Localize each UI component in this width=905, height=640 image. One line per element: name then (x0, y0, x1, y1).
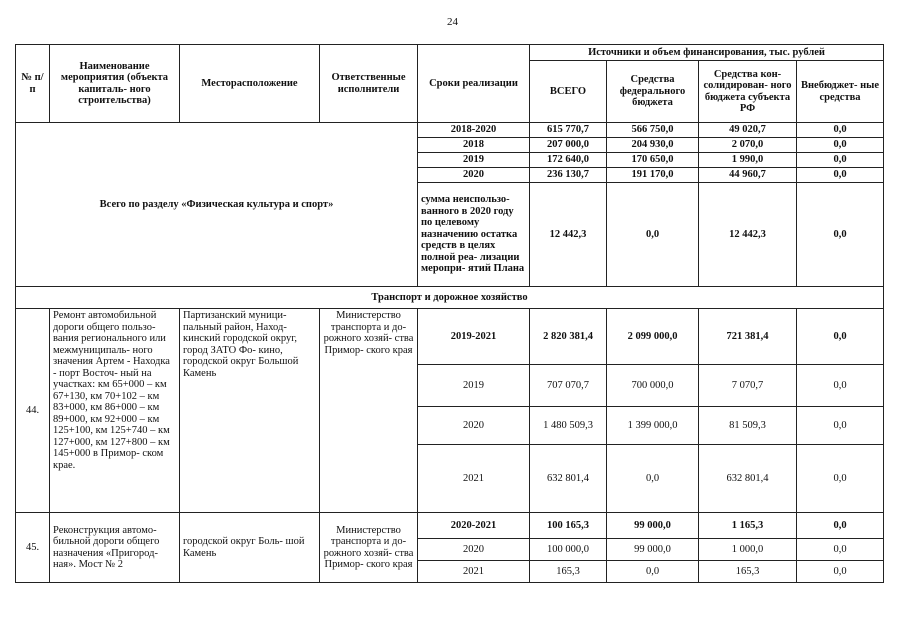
section-term: 2020 (418, 168, 530, 183)
section-extra: 0,0 (797, 168, 884, 183)
item-extra: 0,0 (797, 561, 884, 583)
section-consolidated: 2 070,0 (699, 138, 797, 153)
item-extra: 0,0 (797, 539, 884, 561)
header-terms: Сроки реализации (418, 45, 530, 123)
item-total: 100 165,3 (530, 513, 607, 539)
item-consolidated: 81 509,3 (699, 407, 797, 445)
item-federal: 2 099 000,0 (607, 309, 699, 365)
item-extra: 0,0 (797, 445, 884, 513)
section-term-remainder: сумма неиспользо- ванного в 2020 году по целевому назначению остатка средств в целях полной реа- лизации меропри- ятий Плана (418, 183, 530, 287)
item-consolidated: 1 000,0 (699, 539, 797, 561)
section-federal: 204 930,0 (607, 138, 699, 153)
section-consolidated: 49 020,7 (699, 123, 797, 138)
item-consolidated: 1 165,3 (699, 513, 797, 539)
section-consolidated: 1 990,0 (699, 153, 797, 168)
item-federal: 700 000,0 (607, 365, 699, 407)
item-consolidated: 7 070,7 (699, 365, 797, 407)
measure-name: Ремонт автомобильной дороги общего пользо- вания регионального или межмуниципаль- ного значения Артем - Находка - порт Восточ- ный на участках: км 65+000 – км 67+130, км 70+102 – км 83+000, км 86+000 – км 89+000, км 92+000 – км 125+100, км 125+740 – км 127+000, км 127+800 – км 145+000 в Примор- ском крае. (50, 309, 180, 513)
measure-executor: Министерство транспорта и до- рожного хозяй- ства Примор- ского края (320, 513, 418, 583)
item-consolidated: 632 801,4 (699, 445, 797, 513)
measure-location: городской округ Боль- шой Камень (180, 513, 320, 583)
header-num: № п/п (16, 45, 50, 123)
item-total: 707 070,7 (530, 365, 607, 407)
page-number: 24 (447, 16, 458, 28)
measure-executor: Министерство транспорта и до- рожного хозяй- ства Примор- ского края (320, 309, 418, 513)
item-term: 2019 (418, 365, 530, 407)
row-number: 44. (16, 309, 50, 513)
section-term: 2018-2020 (418, 123, 530, 138)
section-consolidated: 12 442,3 (699, 183, 797, 287)
header-funding-group: Источники и объем финансирования, тыс. рублей (530, 45, 884, 61)
section-extra: 0,0 (797, 153, 884, 168)
measure-location: Партизанский муници- пальный район, Наход- кинский городской округ, город ЗАТО Фо- кино, городской округ Большой Камень (180, 309, 320, 513)
row-number: 45. (16, 513, 50, 583)
section-total: 236 130,7 (530, 168, 607, 183)
item-total: 165,3 (530, 561, 607, 583)
header-total: ВСЕГО (530, 61, 607, 123)
item-federal: 1 399 000,0 (607, 407, 699, 445)
header-location: Месторасположение (180, 45, 320, 123)
section-title-transport: Транспорт и дорожное хозяйство (16, 287, 884, 309)
section-consolidated: 44 960,7 (699, 168, 797, 183)
item-total: 2 820 381,4 (530, 309, 607, 365)
header-consolidated: Средства кон- солидирован- ного бюджета субъекта РФ (699, 61, 797, 123)
financing-table (15, 44, 884, 583)
item-extra: 0,0 (797, 365, 884, 407)
item-term: 2021 (418, 445, 530, 513)
item-federal: 0,0 (607, 445, 699, 513)
item-extra: 0,0 (797, 513, 884, 539)
header-name: Наименование мероприятия (объекта капиталь- ного строительства) (50, 45, 180, 123)
item-federal: 99 000,0 (607, 539, 699, 561)
item-federal: 99 000,0 (607, 513, 699, 539)
item-total: 1 480 509,3 (530, 407, 607, 445)
section-extra: 0,0 (797, 138, 884, 153)
item-term: 2020-2021 (418, 513, 530, 539)
section-federal: 0,0 (607, 183, 699, 287)
measure-name: Реконструкция автомо- бильной дороги общего назначения «Пригород- ная». Мост № 2 (50, 513, 180, 583)
section-total-label: Всего по разделу «Физическая культура и спорт» (16, 123, 418, 287)
item-extra: 0,0 (797, 407, 884, 445)
section-extra: 0,0 (797, 183, 884, 287)
section-term: 2018 (418, 138, 530, 153)
item-consolidated: 721 381,4 (699, 309, 797, 365)
section-federal: 566 750,0 (607, 123, 699, 138)
item-extra: 0,0 (797, 309, 884, 365)
item-total: 632 801,4 (530, 445, 607, 513)
section-federal: 191 170,0 (607, 168, 699, 183)
header-federal: Средства федерального бюджета (607, 61, 699, 123)
item-federal: 0,0 (607, 561, 699, 583)
section-total: 172 640,0 (530, 153, 607, 168)
section-total: 207 000,0 (530, 138, 607, 153)
header-extrabudget: Внебюджет- ные средства (797, 61, 884, 123)
section-extra: 0,0 (797, 123, 884, 138)
item-total: 100 000,0 (530, 539, 607, 561)
item-term: 2020 (418, 407, 530, 445)
header-executors: Ответственные исполнители (320, 45, 418, 123)
section-term: 2019 (418, 153, 530, 168)
section-federal: 170 650,0 (607, 153, 699, 168)
section-total: 12 442,3 (530, 183, 607, 287)
item-term: 2019-2021 (418, 309, 530, 365)
item-term: 2021 (418, 561, 530, 583)
section-total: 615 770,7 (530, 123, 607, 138)
item-term: 2020 (418, 539, 530, 561)
item-consolidated: 165,3 (699, 561, 797, 583)
